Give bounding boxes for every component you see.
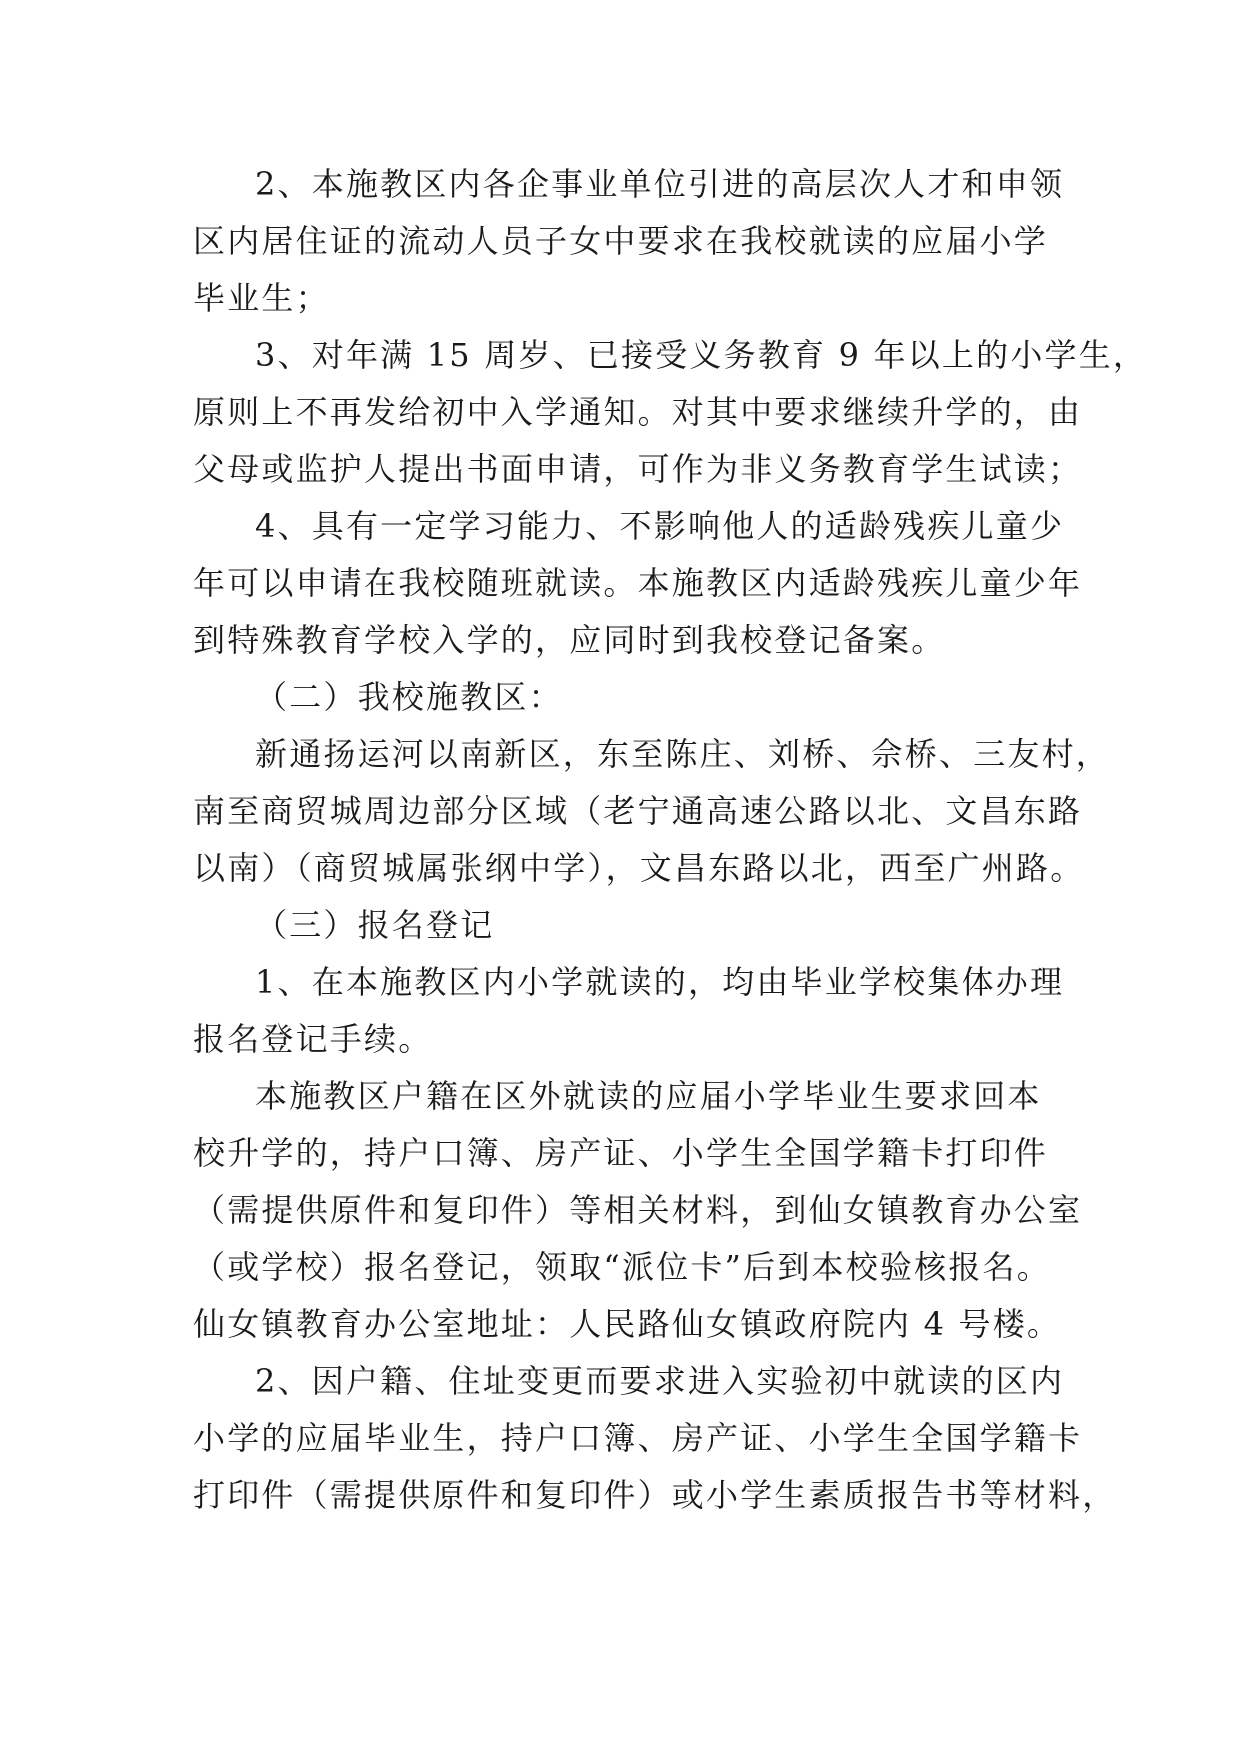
text-line: （或学校）报名登记，领取“派位卡”后到本校验核报名。 [193, 1248, 1051, 1286]
text-line: 2、因户籍、住址变更而要求进入实验初中就读的区内 [255, 1362, 1065, 1400]
text-line: 到特殊教育学校入学的，应同时到我校登记备案。 [193, 621, 946, 659]
text-line: 1、在本施教区内小学就读的，均由毕业学校集体办理 [255, 963, 1065, 1001]
text-line: 4、具有一定学习能力、不影响他人的适龄残疾儿童少 [255, 507, 1065, 545]
text-line: 小学的应届毕业生，持户口簿、房产证、小学生全国学籍卡 [193, 1419, 1083, 1457]
text-line: 南至商贸城周边部分区域（老宁通高速公路以北、文昌东路 [193, 792, 1083, 830]
text-line: 校升学的，持户口簿、房产证、小学生全国学籍卡打印件 [193, 1134, 1049, 1172]
text-line: 区内居住证的流动人员子女中要求在我校就读的应届小学 [193, 222, 1049, 260]
text-line: 3、对年满 15 周岁、已接受义务教育 9 年以上的小学生， [255, 336, 1148, 374]
text-line: 新通扬运河以南新区，东至陈庄、刘桥、佘桥、三友村， [255, 735, 1111, 773]
text-line: 打印件（需提供原件和复印件）或小学生素质报告书等材料， [193, 1476, 1117, 1514]
text-line: 父母或监护人提出书面申请，可作为非义务教育学生试读； [193, 450, 1083, 488]
section-heading: （二）我校施教区： [255, 678, 563, 716]
text-line: 原则上不再发给初中入学通知。对其中要求继续升学的，由 [193, 393, 1083, 431]
section-heading: （三）报名登记 [255, 906, 495, 944]
text-line: 年可以申请在我校随班就读。本施教区内适龄残疾儿童少年 [193, 564, 1083, 602]
text-line: 仙女镇教育办公室地址：人民路仙女镇政府院内 4 号楼。 [193, 1305, 1062, 1343]
text-line: 以南）（商贸城属张纲中学），文昌东路以北，西至广州路。 [193, 849, 1085, 887]
text-line: 本施教区户籍在区外就读的应届小学毕业生要求回本 [255, 1077, 1042, 1115]
text-line: 毕业生； [193, 279, 330, 317]
text-line: 报名登记手续。 [193, 1020, 433, 1058]
text-line: 2、本施教区内各企事业单位引进的高层次人才和申领 [255, 165, 1065, 203]
text-line: （需提供原件和复印件）等相关材料，到仙女镇教育办公室 [193, 1191, 1083, 1229]
